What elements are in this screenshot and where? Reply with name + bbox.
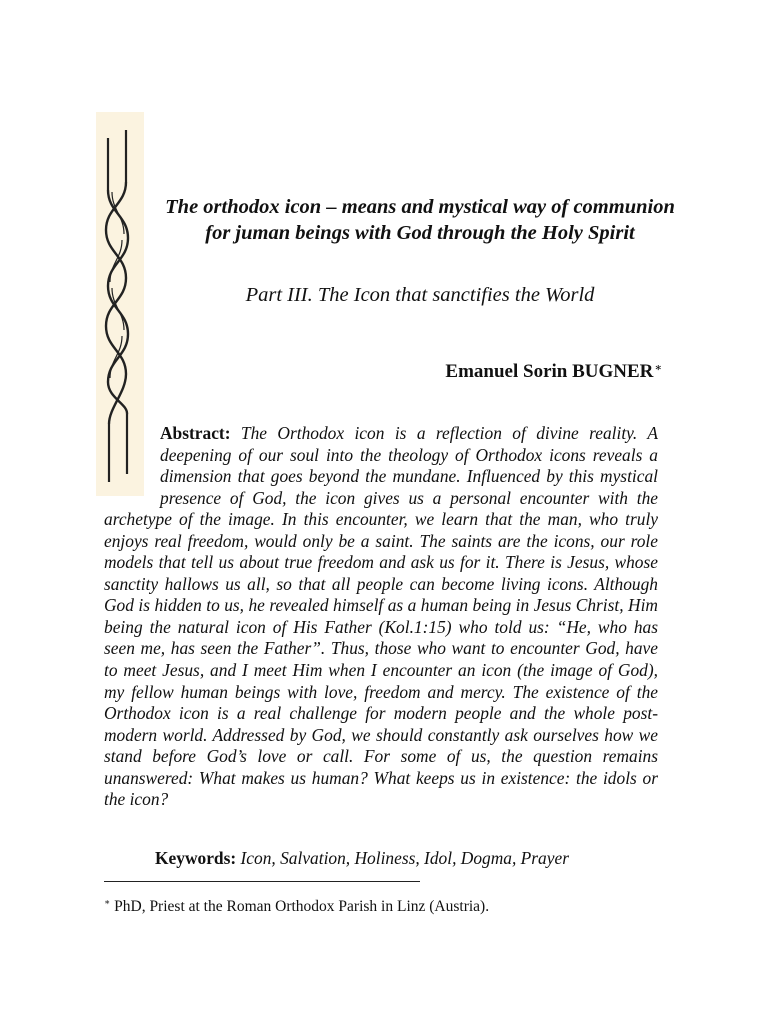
ornament-wrap-spacer	[104, 423, 160, 509]
keywords-line	[155, 847, 569, 869]
keywords-label: Keywords:	[155, 848, 237, 868]
footnote-text: PhD, Priest at the Roman Orthodox Parish in Linz (Austria).	[114, 898, 490, 915]
author-name: Emanuel Sorin BUGNER	[445, 361, 654, 382]
author-line	[445, 356, 662, 384]
footnote	[104, 892, 489, 917]
footnote-mark: ∗	[104, 897, 111, 907]
abstract-text: The Orthodox icon is a reflection of divine reality. A deepening of our soul into the theology of Orthodox icons reveals a dimension that goes beyond the mundane. Influenced by this mystical presence of God, the icon gives us a personal encounter with the archetype of the image. In this encounter, we learn that the man, who truly enjoys real freedom, would only be a saint. The saints are the icons, our role models that tell us about true freedom and ask us for it. There is Jesus, whose sanctity hallows us all, so that all people can become living icons. Although God is hidden to us, he revealed himself as a human being in Jesus Christ, Him being the natural icon of His Father (Kol.1:15) who told us: “He, who has seen me, has seen the Father”. Thus, those who want to encounter God, have to meet Jesus, and I meet Him when I encounter an icon (the image of God), my fellow human beings with love, freedom and mercy. The existence of the Orthodox icon is a real challenge for modern people and the whole post-modern world. Addressed by God, we should constantly ask ourselves how we stand before God’s love or call. For some of us, the question remains unanswered: What makes us human? What keeps us in existence: the idols or the icon?	[104, 423, 658, 810]
footnote-divider	[104, 881, 420, 882]
author-footnote-mark: ∗	[654, 362, 662, 374]
abstract-label: Abstract:	[160, 423, 231, 443]
keywords-value: Icon, Salvation, Holiness, Idol, Dogma, Prayer	[240, 848, 569, 868]
paper-subtitle: Part III. The Icon that sanctifies the World	[245, 284, 595, 306]
abstract-paragraph	[104, 423, 658, 811]
paper-title: The orthodox icon – means and mystical way of communion for juman beings with God through the Holy Spirit	[165, 196, 675, 244]
